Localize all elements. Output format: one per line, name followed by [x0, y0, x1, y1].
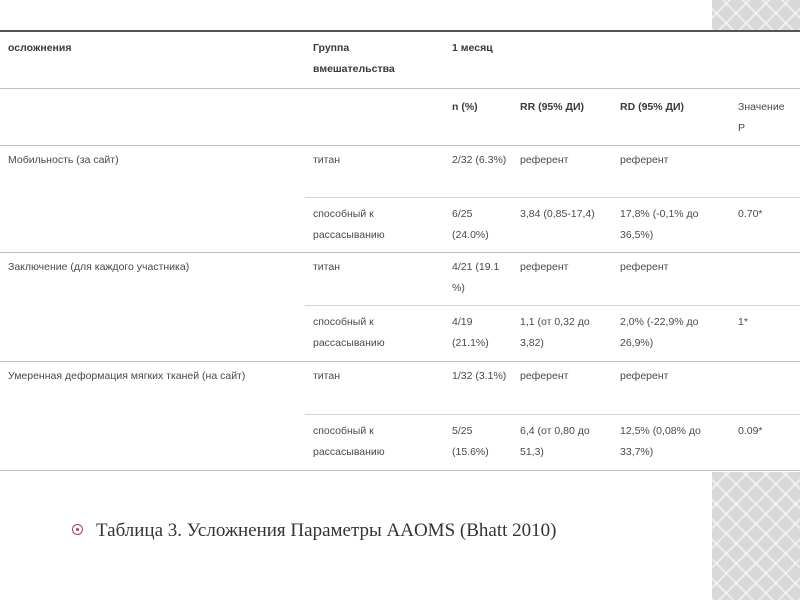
cell-n: 1/32 (3.1%): [452, 370, 507, 382]
header-group: Группа вмешательства: [313, 42, 395, 75]
cell-rr: референт: [520, 154, 569, 166]
table-header-row: [0, 32, 800, 89]
header-month: 1 месяц: [452, 42, 493, 54]
cell-rd: 17,8% (-0,1% до 36,5%): [620, 208, 699, 241]
section-label: Мобильность (за сайт): [8, 154, 119, 166]
cell-group: титан: [313, 154, 341, 166]
cell-n: 4/21 (19.1 %): [452, 261, 500, 294]
cell-group: способный к рассасыванию: [313, 425, 385, 458]
cell-group: способный к рассасыванию: [313, 316, 385, 349]
cell-rd: 12,5% (0,08% до 33,7%): [620, 425, 701, 458]
row-divider: [305, 197, 800, 198]
row-divider: [305, 414, 800, 415]
cell-group: титан: [313, 370, 341, 382]
cell-rr: референт: [520, 261, 569, 273]
cell-p: 0.09*: [738, 425, 763, 437]
decorative-pattern-bottom: [712, 472, 800, 600]
cell-rr: 3,84 (0,85-17,4): [520, 208, 595, 220]
cell-n: 2/32 (6.3%): [452, 154, 507, 166]
header-complications: осложнения: [8, 42, 72, 54]
cell-n: 5/25 (15.6%): [452, 425, 489, 458]
section-label: Умеренная деформация мягких тканей (на сайт): [8, 370, 246, 382]
cell-group: способный к рассасыванию: [313, 208, 385, 241]
cell-rd: референт: [620, 154, 669, 166]
cell-rd: 2,0% (-22,9% до 26,9%): [620, 316, 699, 349]
cell-rd: референт: [620, 261, 669, 273]
decorative-pattern-top: [712, 0, 800, 30]
cell-group: титан: [313, 261, 341, 273]
cell-n: 6/25 (24.0%): [452, 208, 489, 241]
header-p-value: Значение Р: [738, 101, 785, 134]
bullet-icon: [72, 524, 83, 535]
table-section-closure: [0, 252, 800, 362]
cell-n: 4/19 (21.1%): [452, 316, 489, 349]
table-subheader-row: [0, 88, 800, 146]
row-divider: [305, 305, 800, 306]
header-rd: RD (95% ДИ): [620, 101, 685, 113]
cell-rr: 1,1 (от 0,32 до 3,82): [520, 316, 590, 349]
cell-rr: 6,4 (от 0,80 до 51,3): [520, 425, 590, 458]
table-caption: [72, 520, 556, 542]
cell-rr: референт: [520, 370, 569, 382]
cell-rd: референт: [620, 370, 669, 382]
cell-p: 1*: [738, 316, 748, 328]
cell-p: 0.70*: [738, 208, 763, 220]
section-label: Заключение (для каждого участника): [8, 261, 190, 273]
table-section-mobility: [0, 145, 800, 253]
caption-text: Таблица 3. Усложнения Параметры AAOMS (Bhatt 2010): [96, 520, 557, 541]
header-rr: RR (95% ДИ): [520, 101, 585, 113]
table-section-soft-tissue: [0, 361, 800, 471]
header-n: n (%): [452, 101, 478, 113]
